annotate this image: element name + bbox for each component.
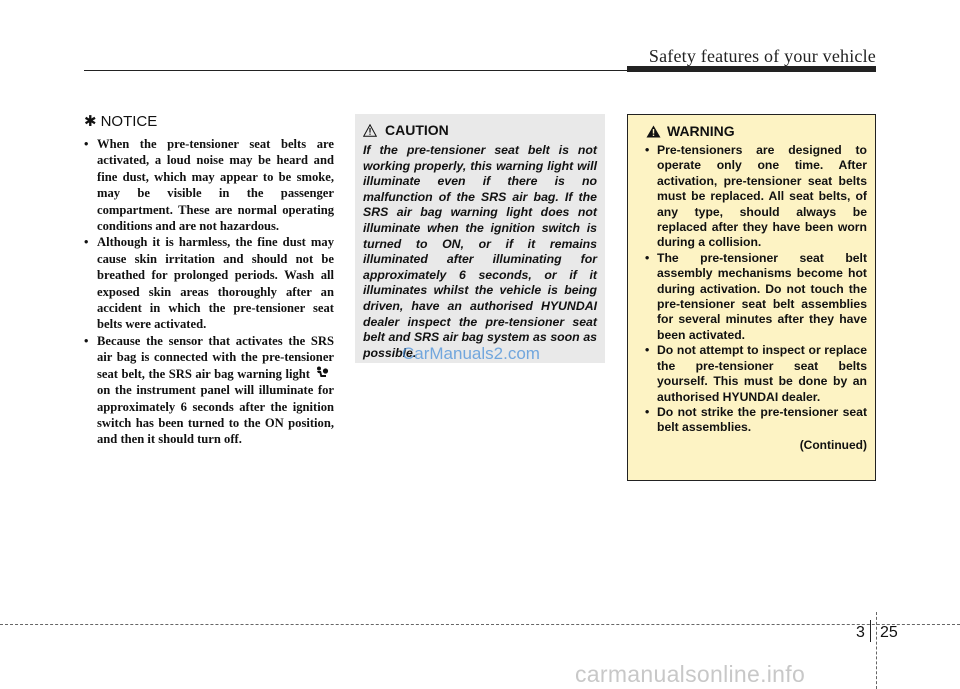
airbag-warning-icon <box>315 366 329 380</box>
caution-box <box>355 114 605 363</box>
page-number-divider <box>870 620 871 642</box>
caution-heading <box>363 122 597 138</box>
notice-section <box>84 112 334 448</box>
warning-heading <box>636 123 867 139</box>
section-number: 3 <box>856 624 865 641</box>
caution-title: CAUTION <box>385 122 449 138</box>
warning-item-text: Pre-tensioners are designed to operate only one time. After activation, pre-tensioner seat belts must be replaced. All seat belts, of any type, should always be replaced after they have been worn during a collision. <box>657 143 867 250</box>
caution-text: If the pre-tensioner seat belt is not working properly, this warning light will illuminate even if there is no malfunction of the SRS air bag. If the SRS air bag warning light does not illuminate when the ignition switch is turned to ON, or if it remains illuminated after illuminating for approximately 6 seconds, or if it illuminates whilst the vehicle is being driven, have an authorised HYUNDAI dealer inspect the pre-tensioner seat belt and SRS air bag system as soon as possible. <box>363 143 597 360</box>
notice-star-icon: ✱ <box>84 113 97 130</box>
warning-continued: (Continued) <box>799 437 867 452</box>
warning-item: • The pre-tensioner seat belt assembly mechanisms become hot during activation. Do not touch the pre-tensioner seat belt assemblies for several minutes after they have been activated. <box>645 250 867 342</box>
notice-heading <box>84 112 334 130</box>
caution-triangle-icon <box>363 124 377 137</box>
warning-box <box>627 114 876 481</box>
warning-item: • Pre-tensioners are designed to operate only one time. After activation, pre-tensioner seat belts must be replaced. All seat belts, of any type, should always be replaced after they have been worn during a collision. <box>645 143 867 250</box>
header-bar <box>627 66 876 72</box>
warning-item-text: The pre-tensioner seat belt assembly mechanisms become hot during activation. Do not touch the pre-tensioner seat belt assemblies for several minutes after they have been activated. <box>657 250 867 342</box>
warning-list <box>636 143 867 436</box>
notice-item: • Because the sensor that activates the SRS air bag is connected with the pre-tensioner seat belt, the SRS air bag warning lighton the instrument panel will illuminate for approximately 6 seconds after the ignition switch has been turned to the ON position, and then it should turn off. <box>84 333 334 447</box>
notice-item: • Although it is harmless, the fine dust may cause skin irritation and should not be breathed for prolonged periods. Wash all exposed skin areas thoroughly after an accident in which the pre-tensioner seat belts were activated. <box>84 235 334 332</box>
footer-line <box>0 624 960 625</box>
notice-list <box>84 136 334 448</box>
notice-item-text: When the pre-tensioner seat belts are activated, a loud noise may be heard and fine dust, which may appear to be smoke, may be visible in the passenger compartment. These are normal operating conditions and are not hazardous. <box>97 137 334 234</box>
notice-item-text: Although it is harmless, the fine dust may cause skin irritation and should not be breathed for prolonged periods. Wash all exposed skin areas thoroughly after an accident in which the pre-tensioner seat belts were activated. <box>97 235 334 332</box>
notice-item-text: on the instrument panel will illuminate for approximately 6 seconds after the ignition switch has been turned to the ON position, and then it should turn off. <box>97 383 334 447</box>
footer-vertical-line <box>876 612 877 689</box>
warning-item: • Do not strike the pre-tensioner seat belt assemblies. <box>645 404 867 435</box>
watermark-carmanuals: CarManuals2.com <box>402 344 540 363</box>
notice-item: • When the pre-tensioner seat belts are activated, a loud noise may be heard and fine dust, which may appear to be smoke, may be visible in the passenger compartment. These are normal operating conditions and are not hazardous. <box>84 137 334 234</box>
page-number: 25 <box>880 624 898 641</box>
warning-item-text: Do not attempt to inspect or replace the pre-tensioner seat belts yourself. This must be done by an authorised HYUNDAI dealer. <box>657 343 867 404</box>
warning-item-text: Do not strike the pre-tensioner seat belt assemblies. <box>657 404 867 435</box>
page-header-title: Safety features of your vehicle <box>648 46 876 66</box>
warning-triangle-icon <box>646 125 661 138</box>
notice-item-text: Because the sensor that activates the SRS air bag is connected with the pre-tensioner seat belt, the SRS air bag warning light <box>97 333 334 381</box>
notice-title: NOTICE <box>100 112 158 130</box>
warning-item: • Do not attempt to inspect or replace the pre-tensioner seat belts yourself. This must be done by an authorised HYUNDAI dealer. <box>645 343 867 404</box>
footer-watermark: carmanualsonline.info <box>575 661 806 687</box>
warning-title: WARNING <box>667 123 735 139</box>
